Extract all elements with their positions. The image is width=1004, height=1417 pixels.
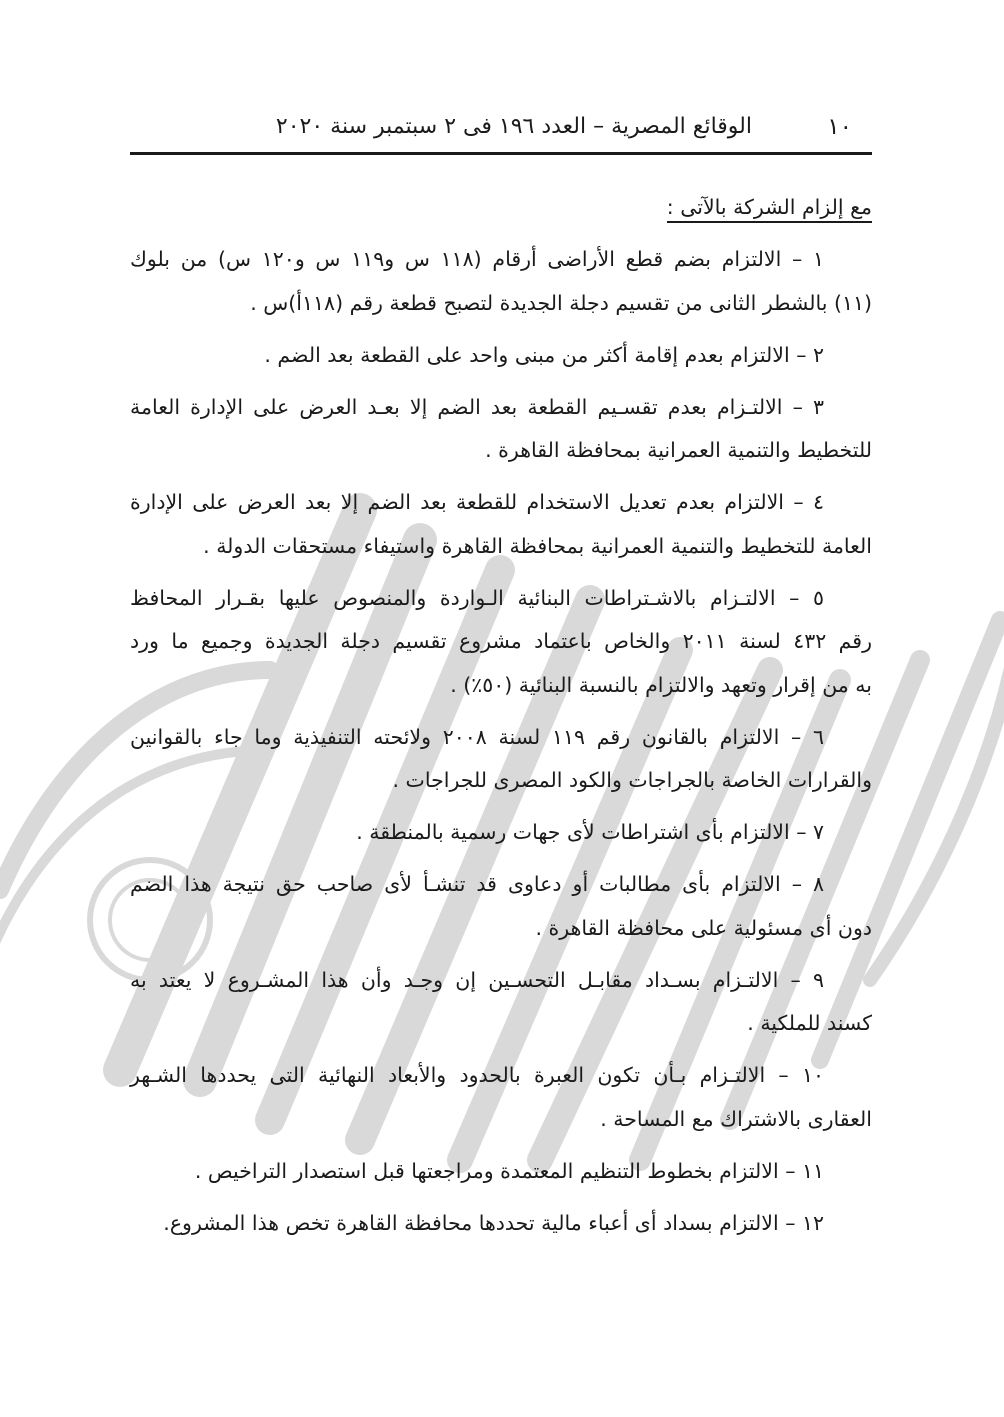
item-line: به من إقرار وتعهد والالتزام بالنسبة البنائية (٥٠٪) . [450,672,872,697]
item-line: (١١) بالشطر الثانى من تقسيم دجلة الجديدة لتصبح قطعة رقم (١١٨أ)س . [250,290,872,315]
decree-body [130,188,872,1254]
list-item [130,811,872,855]
list-item [130,334,872,378]
list-item [130,577,872,708]
item-line: ٧ – الالتزام بأى اشتراطات لأى جهات رسمية بالمنطقة . [356,820,824,844]
list-item [130,386,872,473]
item-line: كسند للملكية . [747,1011,872,1035]
page-number: ١٠ [827,114,852,140]
item-line: ٦ – الالتزام بالقانون رقم ١١٩ لسنة ٢٠٠٨ ولائحته التنفيذية وما جاء بالقوانين [130,724,824,749]
item-line: ٤ – الالتزام بعدم تعديل الاستخدام للقطعة بعد الضم إلا بعد العرض على الإدارة [130,490,824,514]
intro-heading: مع إلزام الشركة بالآتى : [130,188,872,226]
item-line: ٣ – الالتـزام بعدم تقسـيم القطعة بعد الضم إلا بعـد العرض على الإدارة العامة [130,394,824,419]
page-header [130,112,872,155]
list-item [130,1150,872,1194]
item-line: رقم ٤٣٢ لسنة ٢٠١١ والخاص باعتماد مشروع تقسيم دجلة الجديدة وجميع ما ورد [130,629,873,653]
list-item [130,481,872,568]
item-line: والقرارات الخاصة بالجراجات والكود المصرى للجراجات . [392,768,872,792]
list-item [130,863,872,950]
item-line: ١١ – الالتزام بخطوط التنظيم المعتمدة ومراجعتها قبل استصدار التراخيص . [194,1158,824,1183]
item-line: ٢ – الالتزام بعدم إقامة أكثر من مبنى واحد على القطعة بعد الضم . [264,342,824,367]
list-item [130,238,872,325]
item-line: العقارى بالاشتراك مع المساحة . [600,1106,872,1131]
item-line: ١ – الالتزام بضم قطع الأراضى أرقام (١١٨ س و١١٩ س و١٢٠ س) من بلوك [130,247,824,271]
issue-title: الوقائع المصرية – العدد ١٩٦ فى ٢ سبتمبر سنة ٢٠٢٠ [275,114,752,139]
list-item [130,959,872,1046]
list-item [130,1054,872,1141]
item-line: ٥ – الالتـزام بالاشـتراطات البنائية الـواردة والمنصوص عليها بقـرار المحافظ [130,585,824,610]
item-line: ١٢ – الالتزام بسداد أى أعباء مالية تحددها محافظة القاهرة تخص هذا المشروع. [163,1210,824,1235]
item-line: ٨ – الالتزام بأى مطالبات أو دعاوى قد تنشـأ لأى صاحب حق نتيجة هذا الضم [130,872,824,896]
list-item [130,716,872,803]
item-line: ١٠ – الالتـزام بـأن تكون العبرة بالحدود والأبعاد النهائية التى يحددها الشـهر [130,1063,824,1087]
list-item [130,1202,872,1246]
item-line: دون أى مسئولية على محافظة القاهرة . [535,915,872,940]
item-line: العامة للتخطيط والتنمية العمرانية بمحافظة القاهرة واستيفاء مستحقات الدولة . [203,533,872,558]
item-line: للتخطيط والتنمية العمرانية بمحافظة القاهرة . [485,438,872,462]
item-line: ٩ – الالتـزام بسـداد مقابـل التحسـين إن وجـد وأن هذا المشـروع لا يعتد به [130,967,824,992]
